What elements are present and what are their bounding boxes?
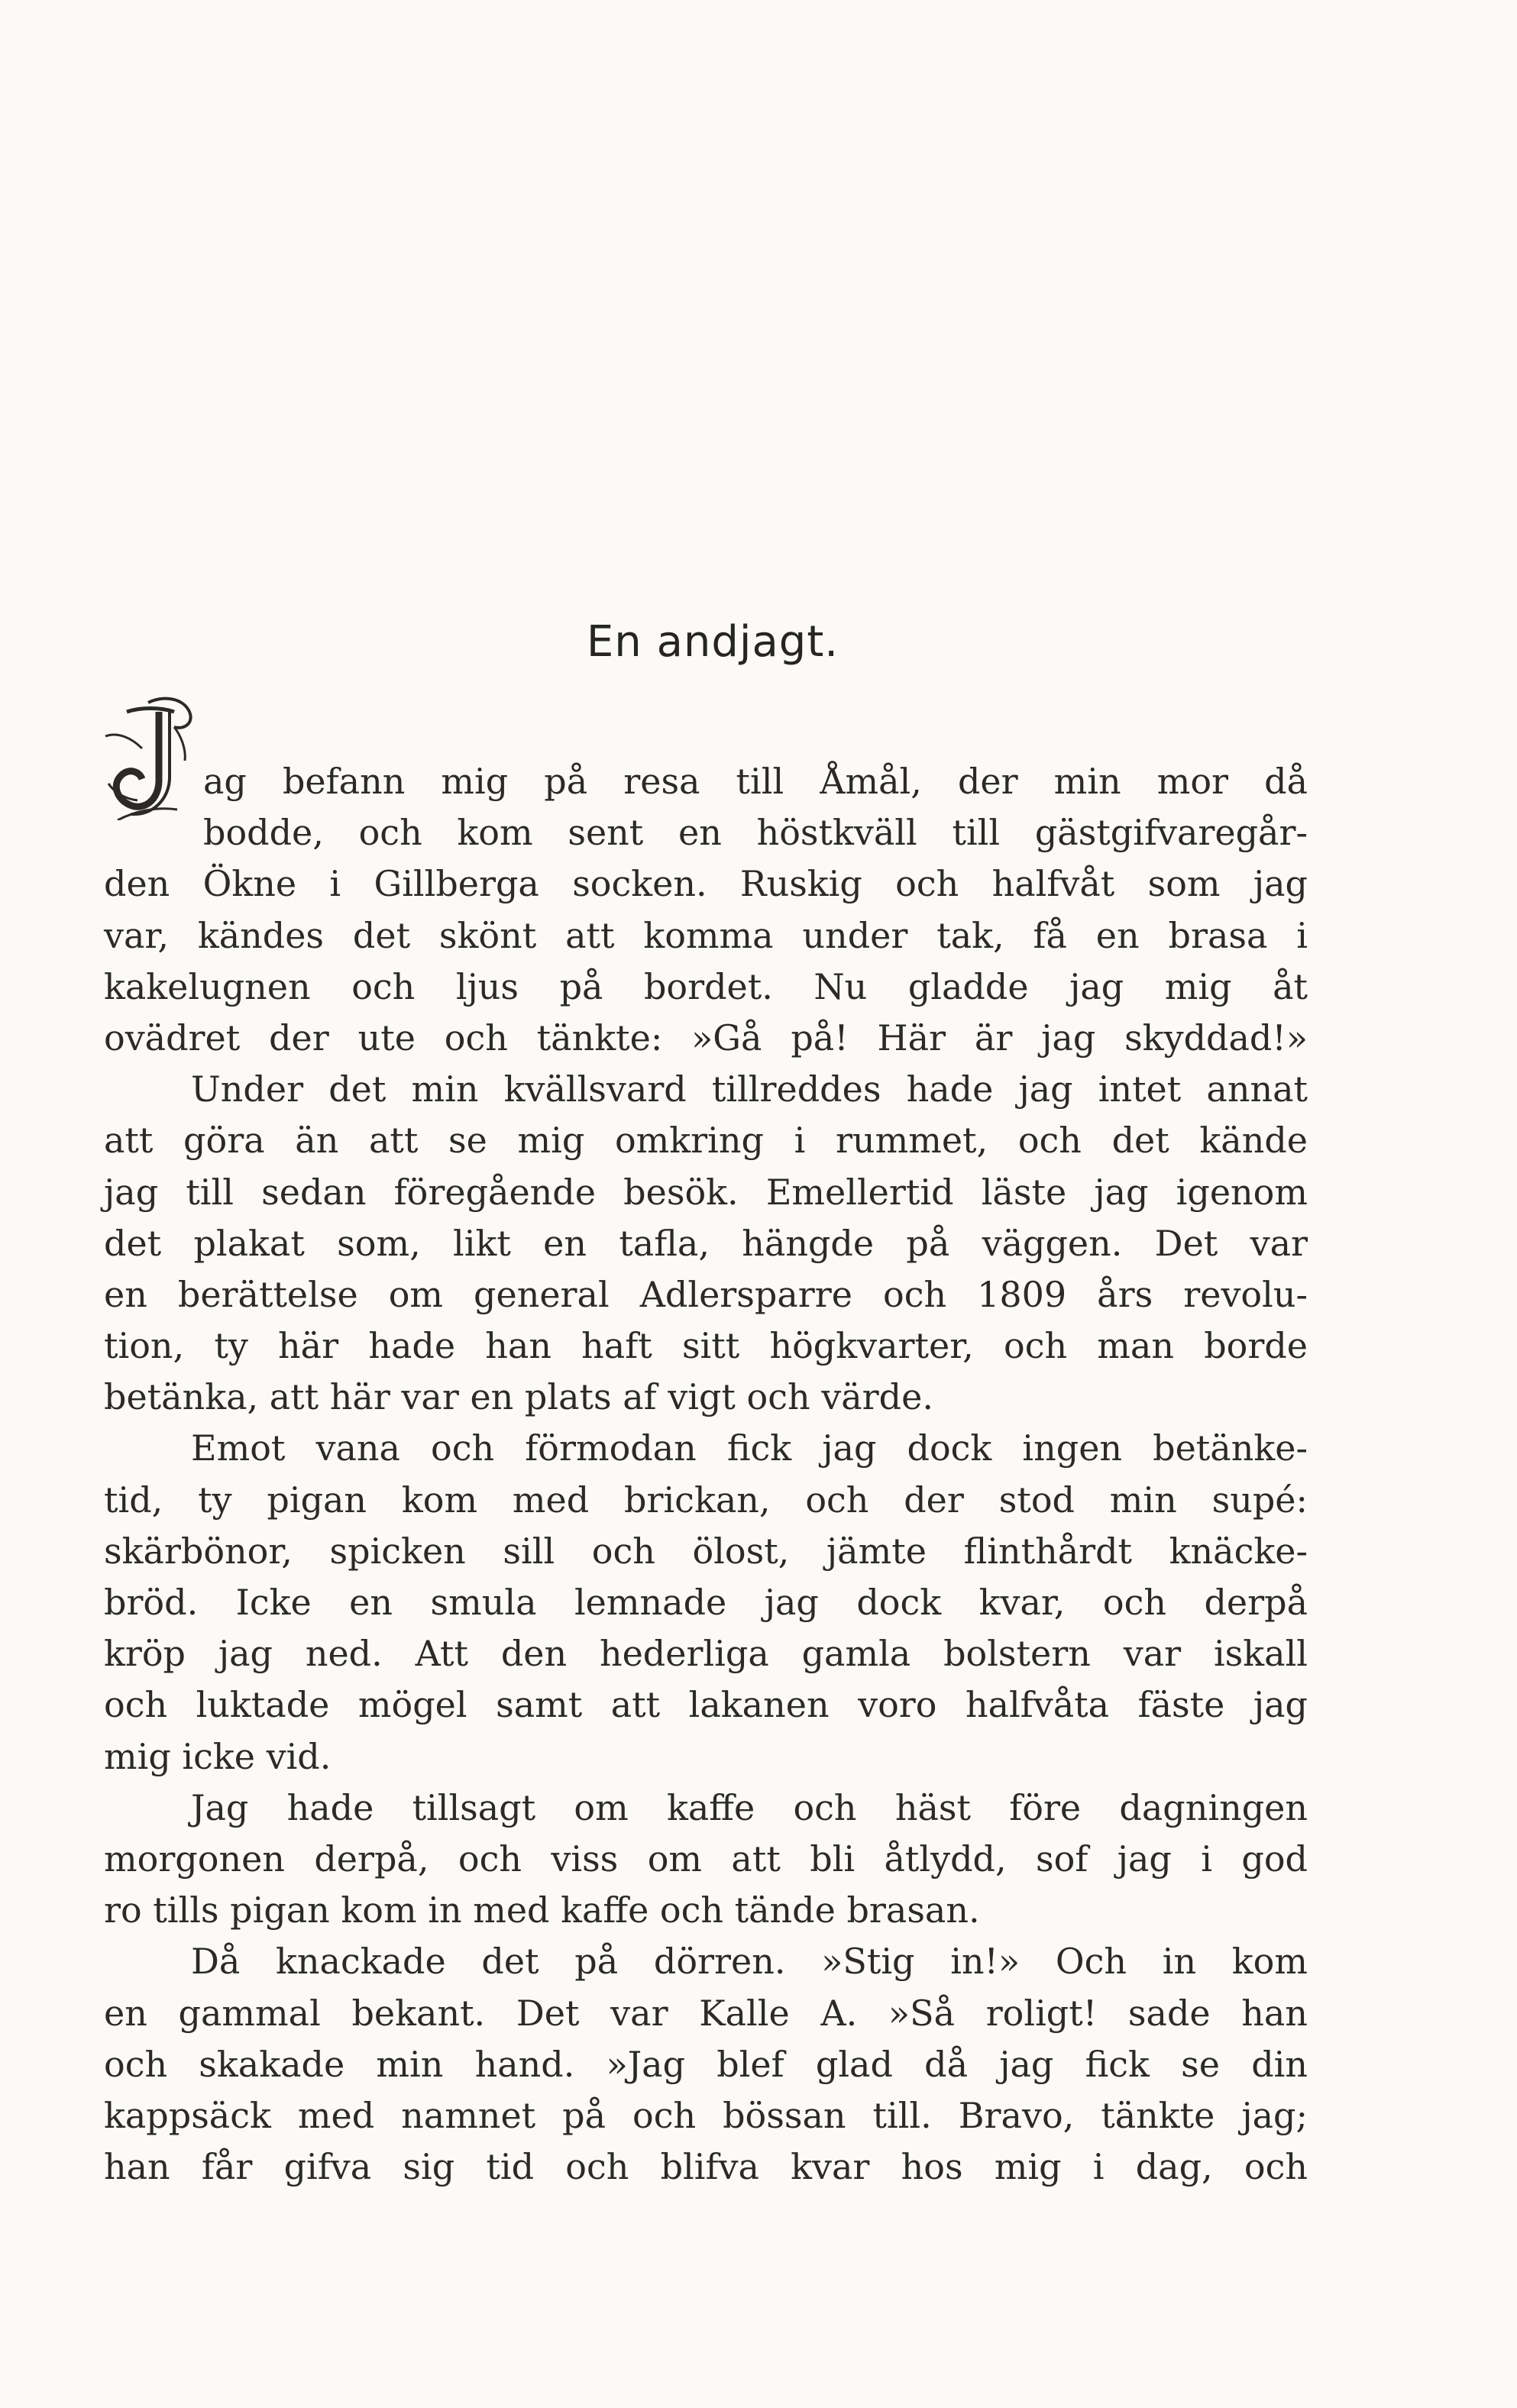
text-line: det plakat som, likt en tafla, hängde på väggen. Det var bbox=[104, 1222, 1308, 1264]
text-line: jag till sedan föregående besök. Emellertid läste jag igenom bbox=[104, 1171, 1308, 1213]
text-line: en gammal bekant. Det var Kalle A. »Så roligt! sade han bbox=[104, 1992, 1308, 2034]
text-line: betänka, att här var en plats af vigt och värde. bbox=[104, 1376, 933, 1418]
body-text bbox=[104, 756, 1308, 2193]
text-line: morgonen derpå, och viss om att bli åtlydd, sof jag i god bbox=[104, 1838, 1308, 1880]
text-line: kakelugnen och ljus på bordet. Nu gladde jag mig åt bbox=[104, 965, 1308, 1007]
text-line: och luktade mögel samt att lakanen voro halfvåta fäste jag bbox=[104, 1684, 1308, 1726]
chapter-title: En andjagt. bbox=[586, 617, 839, 667]
text-line: ag befann mig på resa till Åmål, der min mor då bbox=[203, 761, 1308, 802]
text-line: kröp jag ned. Att den hederliga gamla bolstern var iskall bbox=[104, 1633, 1308, 1675]
text-line: Under det min kvällsvard tillreddes hade jag intet annat bbox=[191, 1068, 1308, 1110]
text-line: var, kändes det skönt att komma under tak, få en brasa i bbox=[104, 914, 1308, 956]
text-line: han får gifva sig tid och blifva kvar hos mig i dag, och bbox=[104, 2146, 1308, 2188]
text-line: den Ökne i Gillberga socken. Ruskig och halfvåt som jag bbox=[104, 863, 1308, 905]
text-line: skärbönor, spicken sill och ölost, jämte flinthårdt knäcke- bbox=[104, 1530, 1308, 1572]
text-line: tid, ty pigan kom med brickan, och der stod min supé: bbox=[104, 1479, 1308, 1521]
text-line: en berättelse om general Adlersparre och 1809 års revolu- bbox=[104, 1273, 1308, 1315]
text-line: mig icke vid. bbox=[104, 1735, 332, 1777]
text-line: att göra än att se mig omkring i rummet, och det kände bbox=[104, 1120, 1308, 1162]
text-line: Då knackade det på dörren. »Stig in!» Och in kom bbox=[191, 1941, 1308, 1983]
text-line: kappsäck med namnet på och bössan till. Bravo, tänkte jag; bbox=[104, 2094, 1308, 2136]
text-line: Jag hade tillsagt om kaffe och häst före dagningen bbox=[191, 1786, 1308, 1828]
text-line: bodde, och kom sent en höstkväll till gästgifvaregår- bbox=[203, 812, 1308, 854]
text-line: och skakade min hand. »Jag blef glad då jag fick se din bbox=[104, 2043, 1308, 2085]
text-line: Emot vana och förmodan fick jag dock ingen betänke- bbox=[191, 1427, 1308, 1469]
text-line: ovädret der ute och tänkte: »Gå på! Här är jag skyddad!» bbox=[104, 1017, 1308, 1059]
text-line: ro tills pigan kom in med kaffe och tände brasan. bbox=[104, 1889, 980, 1931]
text-line: tion, ty här hade han haft sitt högkvarter, och man borde bbox=[104, 1325, 1308, 1367]
text-line: bröd. Icke en smula lemnade jag dock kvar, och derpå bbox=[104, 1582, 1308, 1623]
